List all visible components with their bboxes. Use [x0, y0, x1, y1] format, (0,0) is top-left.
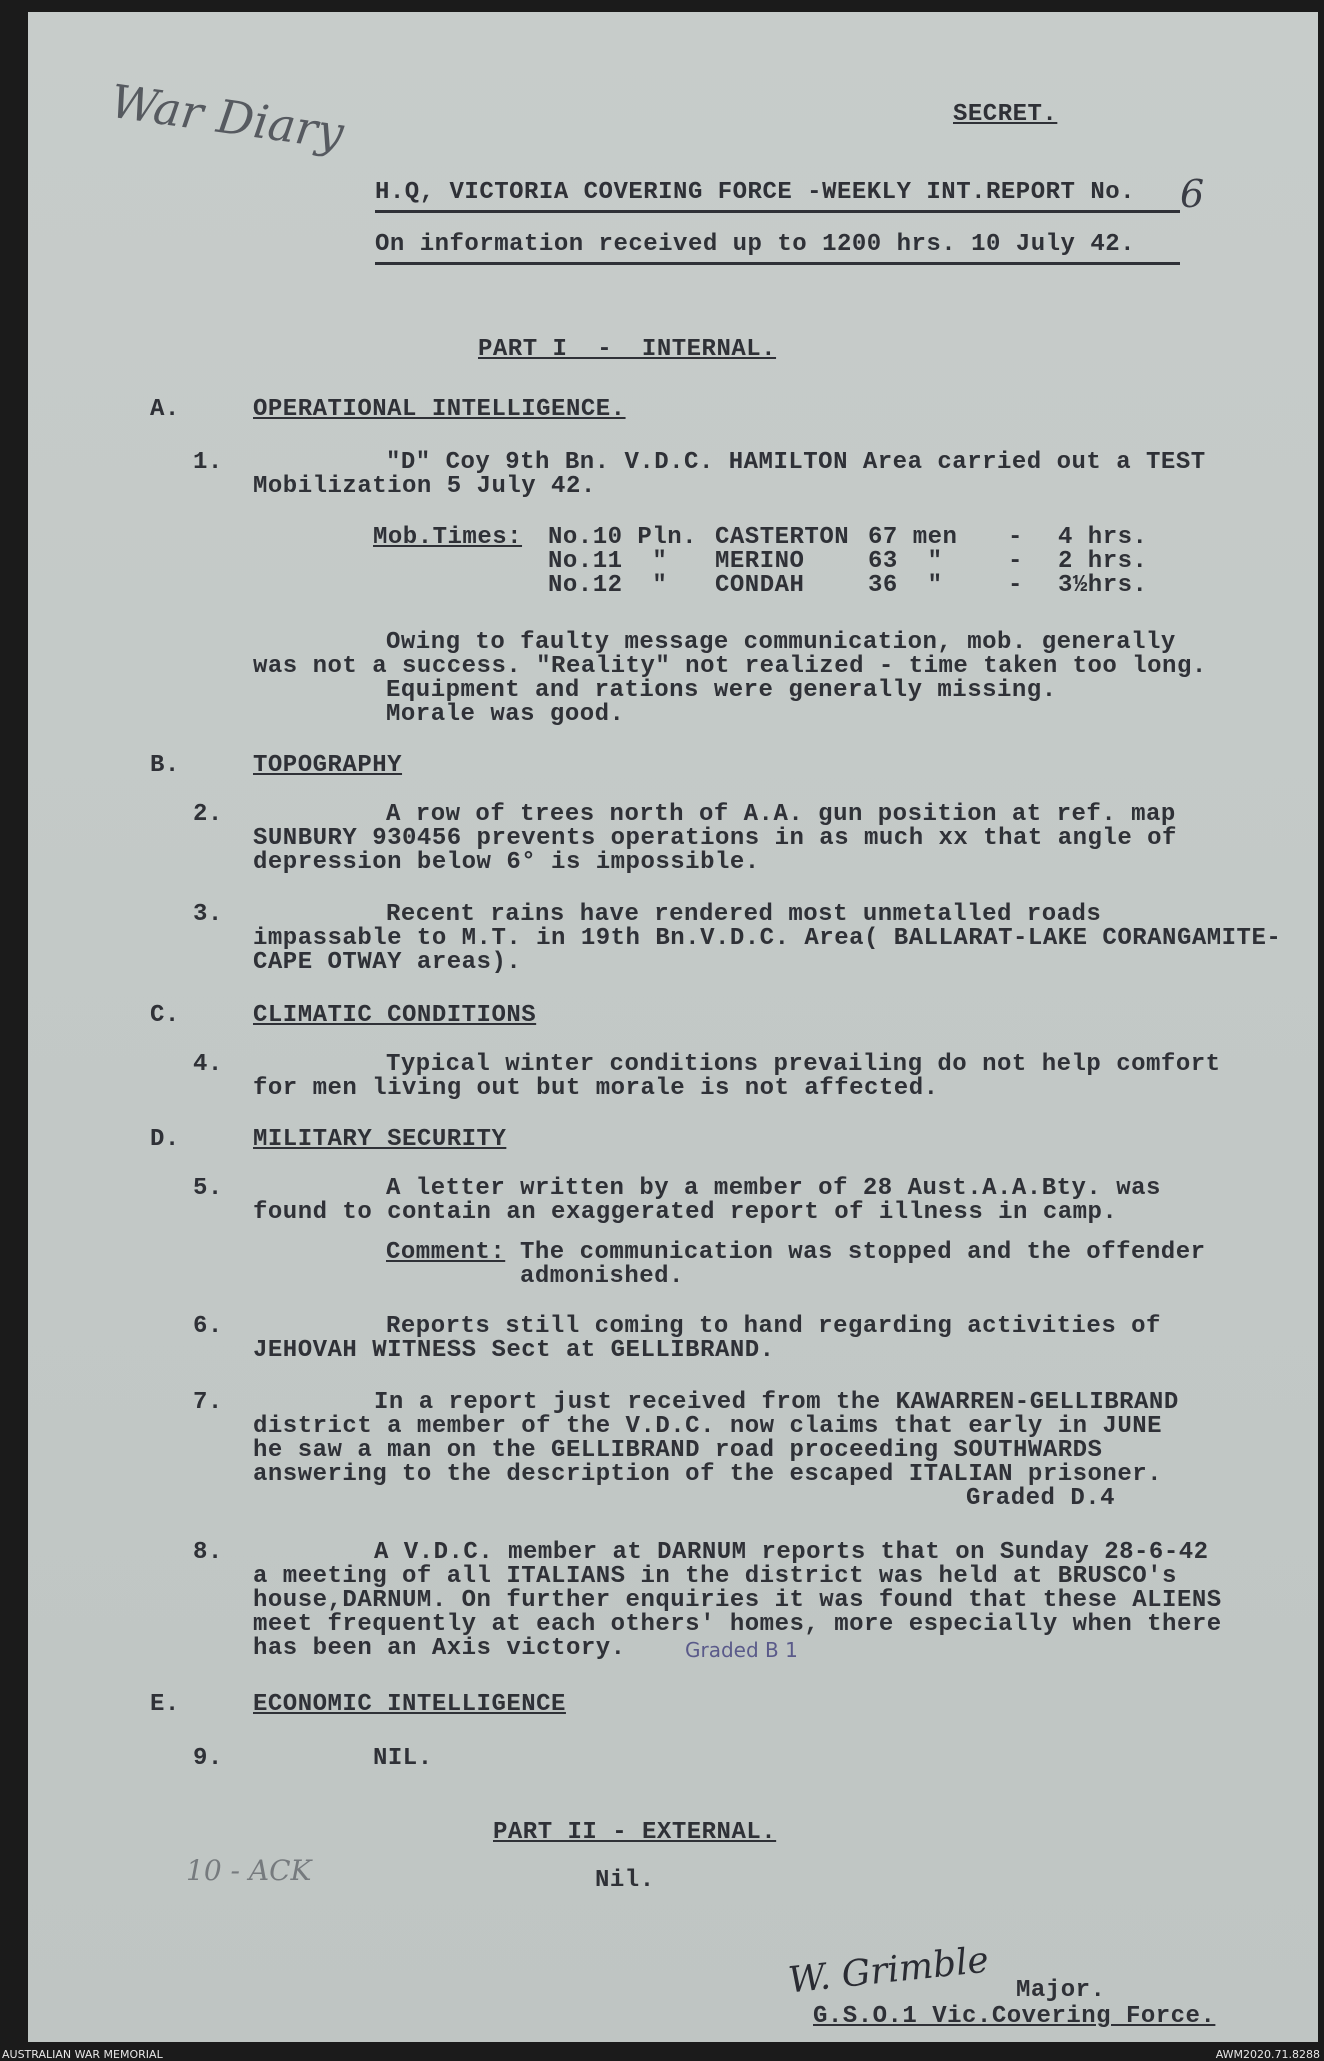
item-4-number: 4.	[193, 1051, 223, 1078]
section-d-letter: D.	[150, 1126, 180, 1153]
item-1-number: 1.	[193, 449, 223, 476]
section-a-heading: OPERATIONAL INTELLIGENCE.	[253, 396, 626, 423]
mob-men: 36 "	[868, 572, 943, 599]
item-5-comment-2: admonished.	[520, 1263, 684, 1290]
mob-dash: -	[1008, 572, 1023, 599]
item-3-line-2: impassable to M.T. in 19th Bn.V.D.C. Area( BALLARAT-LAKE CORANGAMITE-	[253, 925, 1282, 952]
item-7-number: 7.	[193, 1389, 223, 1416]
item-3-number: 3.	[193, 901, 223, 928]
item-8-line-5: has been an Axis victory.	[253, 1635, 626, 1662]
signoff-title: G.S.O.1 Vic.Covering Force.	[813, 2003, 1216, 2030]
section-e-letter: E.	[150, 1691, 180, 1718]
part-two-heading: PART II - EXTERNAL.	[493, 1819, 777, 1846]
item-6-number: 6.	[193, 1313, 223, 1340]
item-7-grade: Graded D.4	[966, 1485, 1116, 1512]
section-e-heading: ECONOMIC INTELLIGENCE	[253, 1691, 566, 1718]
title-underline	[375, 210, 1180, 213]
mob-time: 4 hrs.	[1058, 524, 1148, 551]
mob-times-label: Mob.Times:	[373, 524, 523, 551]
section-b-letter: B.	[150, 752, 180, 779]
mob-dash: -	[1008, 548, 1023, 575]
item-1-remark-4: Morale was good.	[386, 701, 625, 728]
item-5-line-1: A letter written by a member of 28 Aust.A.A.Bty. was	[386, 1175, 1161, 1202]
mob-platoon: No.11 "	[548, 548, 668, 575]
item-8-line-4: meet frequently at each others' homes, more especially when there	[253, 1611, 1222, 1638]
item-8-number: 8.	[193, 1539, 223, 1566]
item-4-line-2: for men living out but morale is not affected.	[253, 1075, 939, 1102]
item-2-line-3: depression below 6° is impossible.	[253, 849, 760, 876]
part-one-heading: PART I - INTERNAL.	[478, 336, 777, 363]
item-3-line-3: CAPE OTWAY areas).	[253, 949, 522, 976]
section-a-letter: A.	[150, 396, 180, 423]
item-1-remark-1: Owing to faulty message communication, mob. generally	[386, 629, 1176, 656]
item-8-line-2: a meeting of all ITALIANS in the district was held at BRUSCO's	[253, 1563, 1177, 1590]
handwritten-war-diary-note: War Diary	[107, 73, 347, 161]
mob-time: 2 hrs.	[1058, 548, 1148, 575]
item-7-line-2: district a member of the V.D.C. now claims that early in JUNE	[253, 1413, 1163, 1440]
mob-platoon: No.12 "	[548, 572, 668, 599]
report-title: H.Q, VICTORIA COVERING FORCE -WEEKLY INT.REPORT No.	[375, 179, 1136, 206]
item-9-number: 9.	[193, 1745, 223, 1772]
item-1-line-1: "D" Coy 9th Bn. V.D.C. HAMILTON Area carried out a TEST	[386, 449, 1206, 476]
item-1-remark-2: was not a success. "Reality" not realized - time taken too long.	[253, 653, 1207, 680]
section-b-heading: TOPOGRAPHY	[253, 752, 403, 779]
item-8-grade-stamp: Graded B 1	[685, 1638, 798, 1662]
part-two-text: Nil.	[595, 1867, 655, 1894]
section-c-letter: C.	[150, 1002, 180, 1029]
item-1-line-2: Mobilization 5 July 42.	[253, 473, 596, 500]
footer-reference-number: AWM2020.71.8288	[1215, 2048, 1320, 2061]
item-3-line-1: Recent rains have rendered most unmetalled roads	[386, 901, 1102, 928]
signature: W. Grimble	[786, 1939, 991, 2002]
item-6-line-2: JEHOVAH WITNESS Sect at GELLIBRAND.	[253, 1337, 775, 1364]
handwritten-report-number: 6	[1180, 172, 1205, 216]
item-5-number: 5.	[193, 1175, 223, 1202]
classification: SECRET.	[953, 101, 1058, 128]
item-8-line-3: house,DARNUM. On further enquiries it was found that these ALIENS	[253, 1587, 1222, 1614]
item-7-line-1: In a report just received from the KAWARREN-GELLIBRAND	[374, 1389, 1179, 1416]
handwritten-marginal-note: 10 - ACK	[186, 1854, 312, 1887]
mob-platoon: No.10 Pln.	[548, 524, 698, 551]
item-7-line-3: he saw a man on the GELLIBRAND road proceeding SOUTHWARDS	[253, 1437, 1103, 1464]
item-5-comment-label: Comment:	[386, 1239, 506, 1266]
mob-men: 63 "	[868, 548, 943, 575]
mob-place: CONDAH	[715, 572, 805, 599]
report-subtitle: On information received up to 1200 hrs. 10 July 42.	[375, 231, 1136, 258]
item-4-line-1: Typical winter conditions prevailing do not help comfort	[386, 1051, 1221, 1078]
item-1-remark-3: Equipment and rations were generally missing.	[386, 677, 1057, 704]
item-5-comment-1: The communication was stopped and the offender	[520, 1239, 1206, 1266]
item-2-line-1: A row of trees north of A.A. gun position at ref. map	[386, 801, 1176, 828]
item-2-line-2: SUNBURY 930456 prevents operations in as much xx that angle of	[253, 825, 1177, 852]
item-5-line-2: found to contain an exaggerated report of illness in camp.	[253, 1199, 1118, 1226]
item-9-text: NIL.	[373, 1745, 433, 1772]
footer-archive-name: AUSTRALIAN WAR MEMORIAL	[2, 2048, 163, 2061]
signoff-rank: Major.	[1016, 1977, 1106, 2004]
mob-men: 67 men	[868, 524, 958, 551]
item-2-number: 2.	[193, 801, 223, 828]
mob-place: CASTERTON	[715, 524, 850, 551]
mob-dash: -	[1008, 524, 1023, 551]
item-6-line-1: Reports still coming to hand regarding activities of	[386, 1313, 1161, 1340]
subtitle-underline	[375, 262, 1180, 265]
mob-place: MERINO	[715, 548, 805, 575]
section-c-heading: CLIMATIC CONDITIONS	[253, 1002, 537, 1029]
document-sheet	[28, 12, 1318, 2042]
item-7-line-4: answering to the description of the escaped ITALIAN prisoner.	[253, 1461, 1163, 1488]
mob-time: 3½hrs.	[1058, 572, 1148, 599]
item-8-line-1: A V.D.C. member at DARNUM reports that on Sunday 28-6-42	[374, 1539, 1209, 1566]
section-d-heading: MILITARY SECURITY	[253, 1126, 507, 1153]
